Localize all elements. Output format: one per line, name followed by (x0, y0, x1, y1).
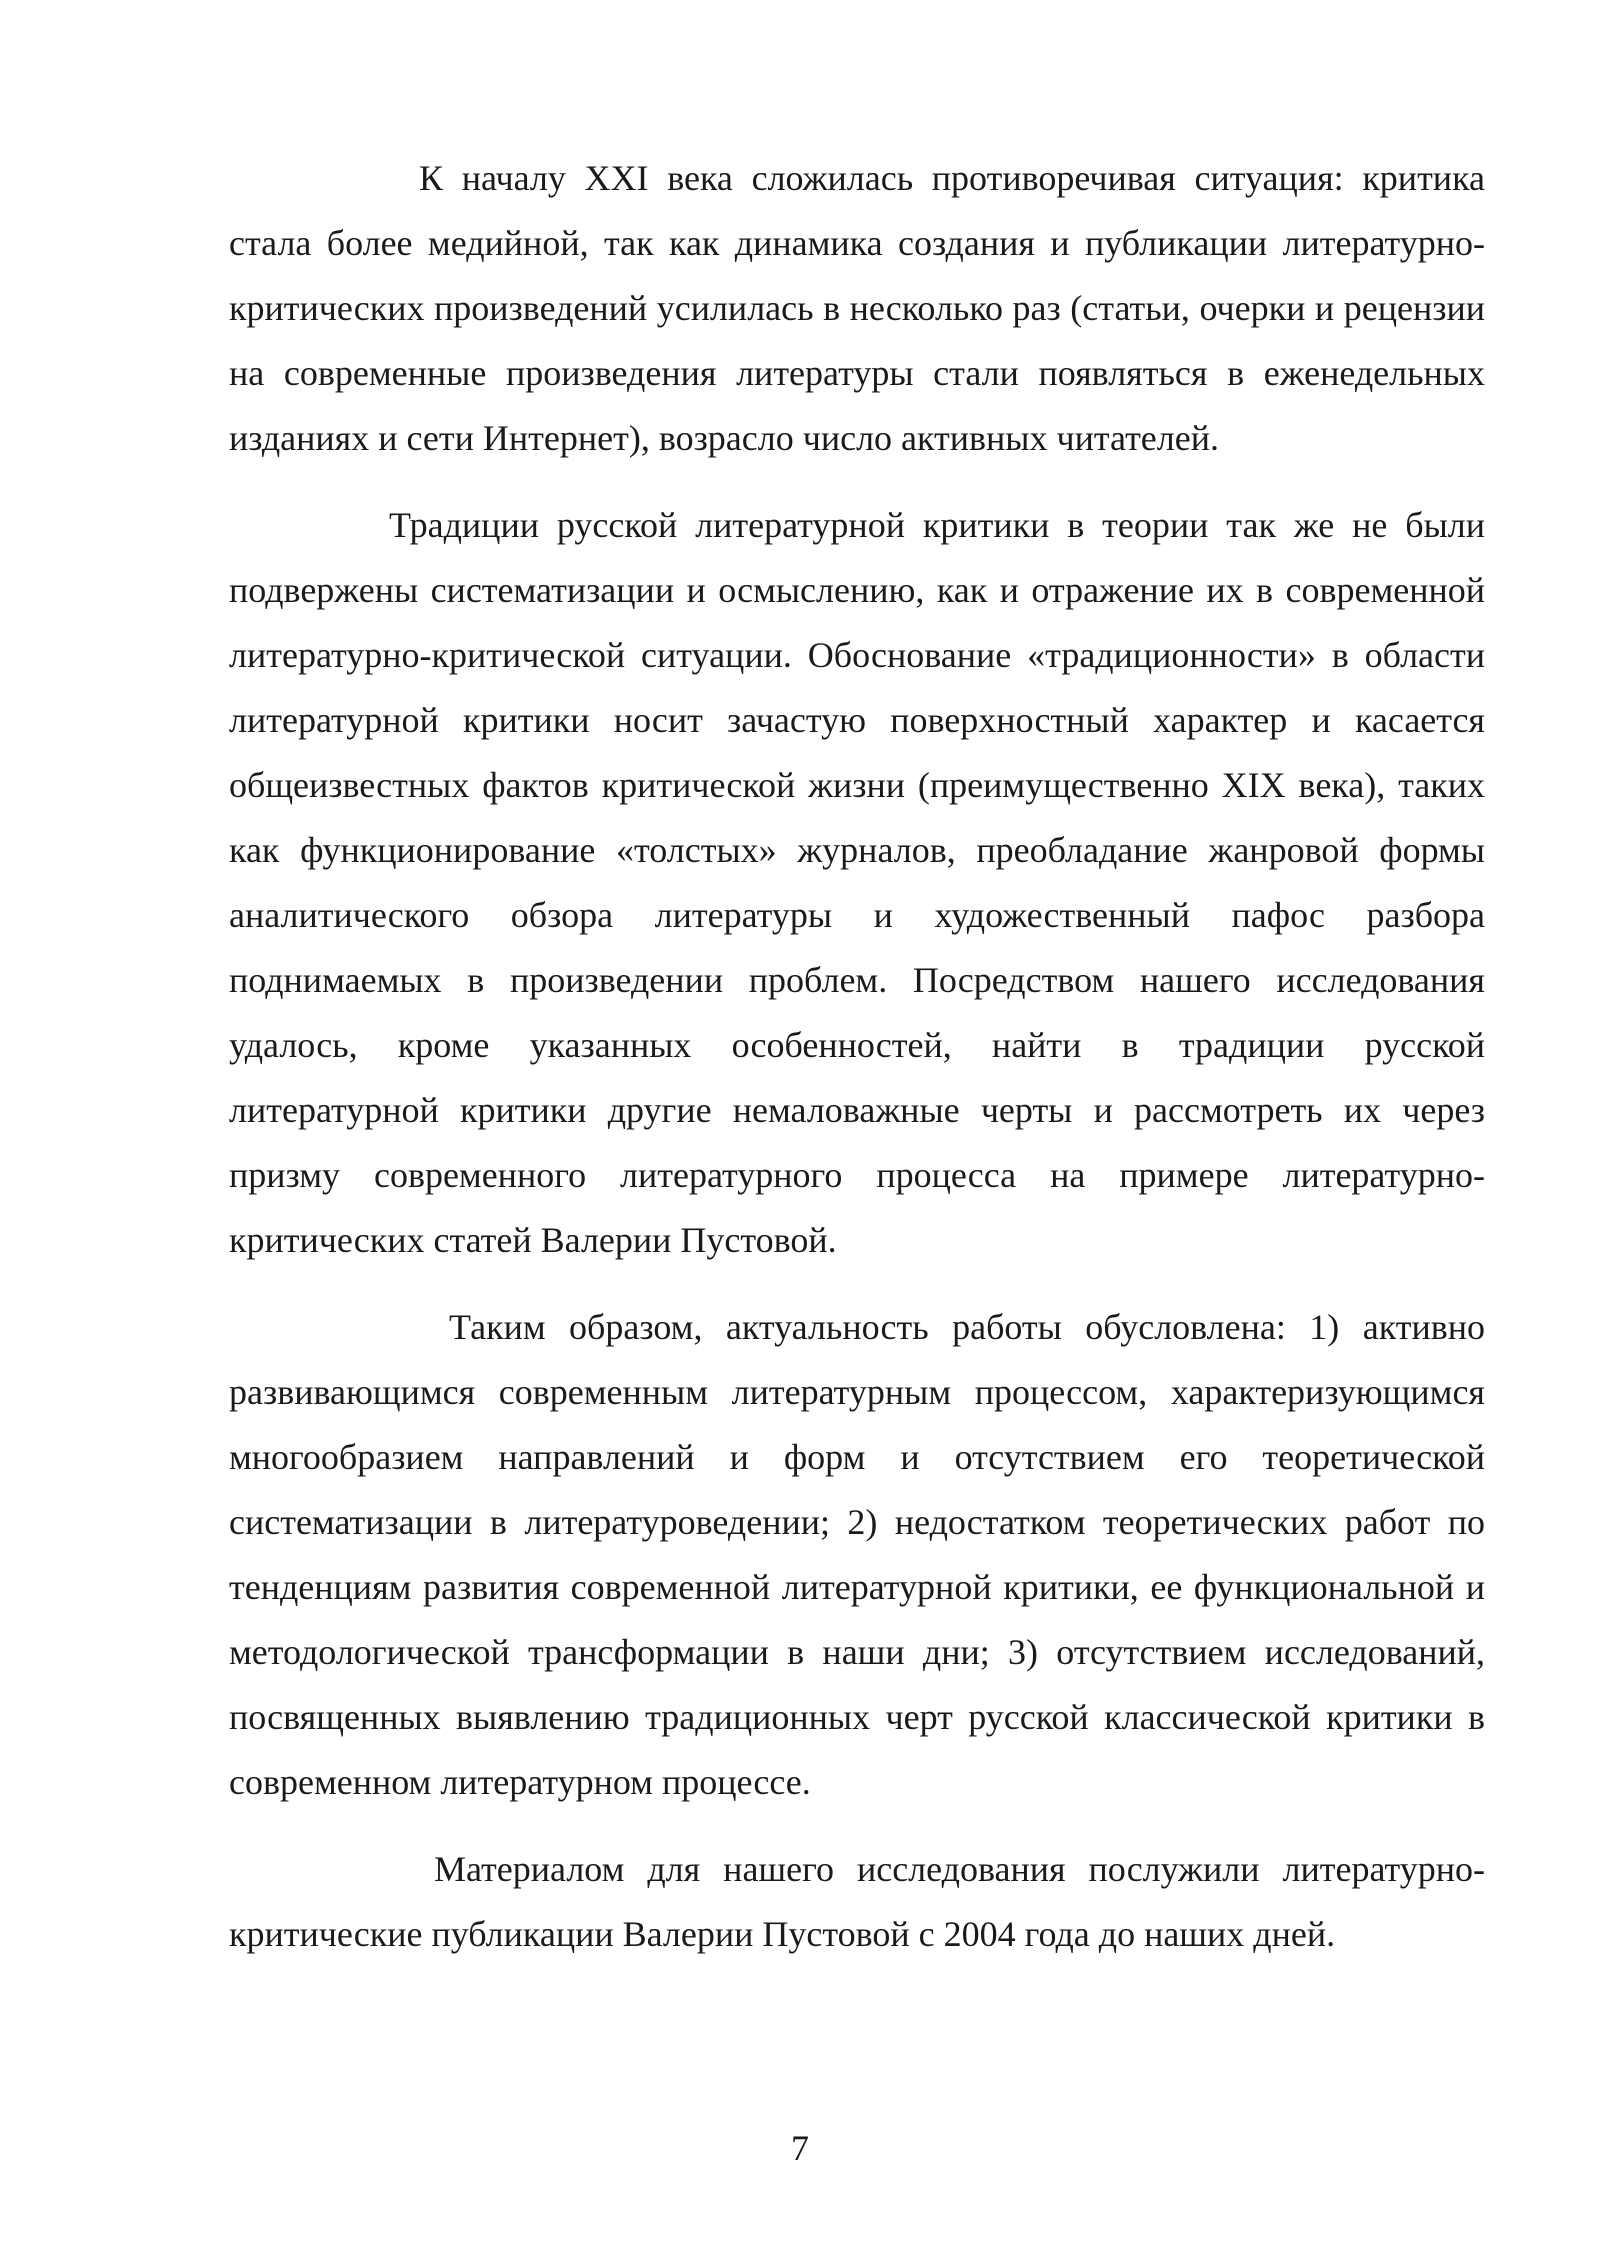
paragraph-4: Материалом для нашего исследования послужили литературно- критические публикации Валерии Пустовой с 2004 года до наших дней. (229, 1849, 1485, 1954)
page-number: 7 (791, 2128, 809, 2168)
paragraph-1: К началу XXI века сложилась противоречивая ситуация: критика стала более медийной, так как динамика создания и публикации литературно- критических произведений усилилась в несколько раз (статьи, очерки и рецензии на современные произведения литературы стали появляться в еженедельных изданиях и сети Интернет), возрасло число активных читателей. (229, 158, 1485, 458)
paragraph-3: Таким образом, актуальность работы обусловлена: 1) активно развивающимся современным литературным процессом, характеризующимся многообразием направлений и форм и отсутствием его теоретической систематизации в литературоведении; 2) недостатком теоретических работ по тенденциям развития современной литературной критики, ее функциональной и методологической трансформации в наши дни; 3) отсутствием исследований, посвященных выявлению традиционных черт русской классической критики в современном литературном процессе. (229, 1307, 1485, 1802)
paragraph-2: Традиции русской литературной критики в теории так же не были подвержены систематизации и осмыслению, как и отражение их в современной литературно-критической ситуации. Обоснование «традиционности» в области литературной критики носит зачастую поверхностный характер и касается общеизвестных фактов критической жизни (преимущественно XIX века), таких как функционирование «толстых» журналов, преобладание жанровой формы аналитического обзора литературы и художественный пафос разбора поднимаемых в произведении проблем. Посредством нашего исследования удалось, кроме указанных особенностей, найти в традиции русской литературной критики другие немаловажные черты и рассмотреть их через призму современного литературного процесса на примере литературно- критических статей Валерии Пустовой. (229, 505, 1485, 1260)
document-body (229, 146, 1485, 1989)
